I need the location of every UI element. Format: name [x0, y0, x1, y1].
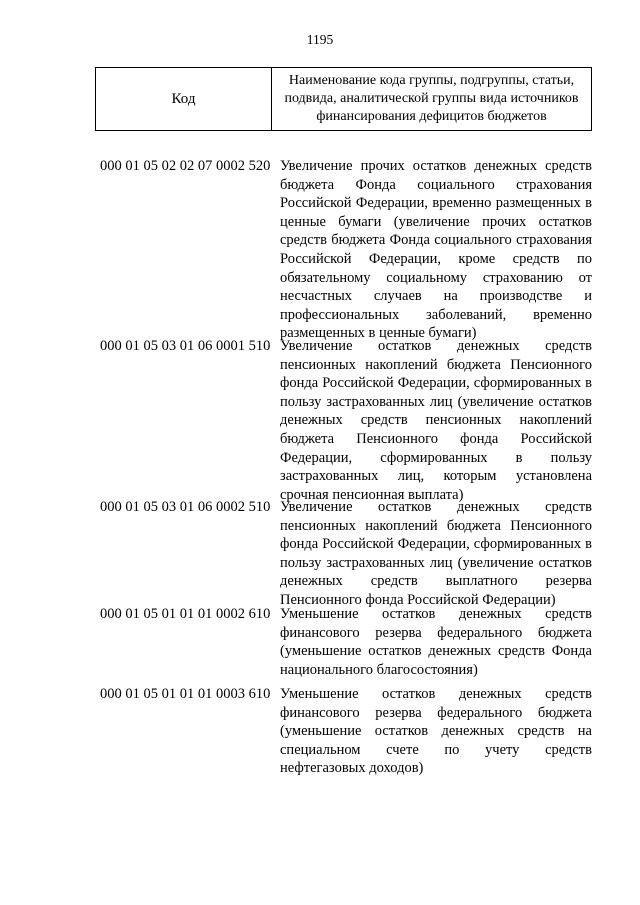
entry-description: Уменьшение остатков денежных средств финансового резерва федерального бюджета (уменьшение остатков денежных средств Фонда национального благосостояния): [280, 606, 592, 678]
header-table: [95, 67, 592, 131]
entry-description: Увеличение остатков денежных средств пенсионных накоплений бюджета Пенсионного фонда Российской Федерации, сформированных в пользу застрахованных лиц (увеличение остатков денежных средств пенсионных накоплений бюджета Пенсионного фонда Российской Федерации, сформированных в пользу застрахованных лиц, которым установлена срочная пенсионная выплата): [280, 338, 592, 503]
entry-code: 000 01 05 02 02 07 0002 520: [100, 158, 271, 174]
entry-code: 000 01 05 03 01 06 0001 510: [100, 338, 271, 354]
entry-description: Увеличение прочих остатков денежных средств бюджета Фонда социального страхования Российской Федерации, временно размещенных в ценные бумаги (увеличение прочих остатков средств бюджета Фонда социального страхования Российской Федерации, кроме средств по обязательному социальному страхованию от несчастных случаев на производстве и профессиональных заболеваний, временно размещенных в ценные бумаги): [280, 158, 592, 342]
page-number: 1195: [306, 32, 334, 47]
entry-code: 000 01 05 03 01 06 0002 510: [100, 499, 271, 515]
name-column-header: Наименование кода группы, подгруппы, статьи, подвида, аналитической группы вида источников финансирования дефицитов бюджетов: [272, 68, 592, 131]
entry-1: [100, 157, 592, 343]
entry-5: [100, 685, 592, 778]
entry-3: [100, 498, 592, 610]
code-column-header: Код: [96, 68, 272, 131]
entry-code: 000 01 05 01 01 01 0002 610: [100, 606, 271, 622]
entry-description: Уменьшение остатков денежных средств финансового резерва федерального бюджета (уменьшение остатков денежных средств на специальном счете по учету средств нефтегазовых доходов): [280, 686, 592, 777]
entry-description: Увеличение остатков денежных средств пенсионных накоплений бюджета Пенсионного фонда Российской Федерации, сформированных в пользу застрахованных лиц (увеличение остатков денежных средств выплатного резерва Пенсионного фонда Российской Федерации): [280, 499, 592, 608]
entry-2: [100, 337, 592, 504]
entry-code: 000 01 05 01 01 01 0003 610: [100, 686, 271, 702]
entry-4: [100, 605, 592, 679]
